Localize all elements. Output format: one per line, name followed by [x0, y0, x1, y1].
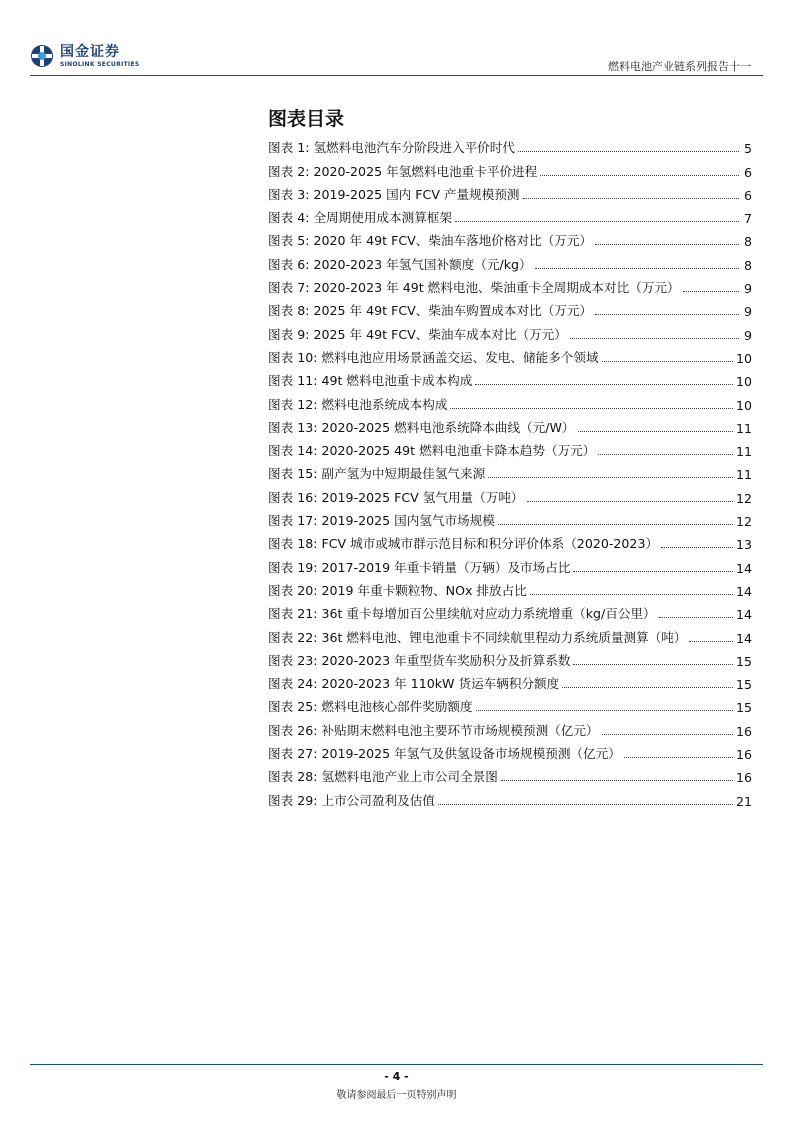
toc-item-label: 图表 27:: [268, 746, 318, 762]
toc-item-title: 2019-2025 国内 FCV 产量规模预测: [313, 186, 520, 202]
toc-item-label: 图表 28:: [268, 769, 318, 785]
toc-item[interactable]: [268, 436, 752, 459]
toc-item-page: 16: [735, 747, 752, 763]
toc-item-label: 图表 3:: [268, 186, 310, 202]
toc-item-title: 2020-2023 年氢气国补额度（元/kg）: [313, 256, 532, 272]
toc-item[interactable]: [268, 669, 752, 692]
toc-item-page: 13: [735, 537, 752, 553]
toc-item-title: 补贴期末燃料电池主要环节市场规模预测（亿元）: [321, 722, 599, 738]
toc-leader-dots: [523, 198, 739, 199]
toc-item[interactable]: [268, 413, 752, 436]
toc-item[interactable]: [268, 482, 752, 505]
toc-item[interactable]: [268, 249, 752, 272]
toc-item[interactable]: [268, 180, 752, 203]
toc-item-label: 图表 24:: [268, 676, 318, 692]
toc-item-page: 10: [735, 397, 752, 413]
toc-item-label: 图表 9:: [268, 326, 310, 342]
logo-english-name: SINOLINK SECURITIES: [60, 60, 140, 68]
toc-item-page: 10: [735, 350, 752, 366]
toc-item[interactable]: [268, 319, 752, 342]
toc-item-label: 图表 15:: [268, 466, 318, 482]
toc-item-label: 图表 12:: [268, 396, 318, 412]
toc-item-title: 2020 年 49t FCV、柴油车落地价格对比（万元）: [313, 233, 593, 249]
toc-item[interactable]: [268, 389, 752, 412]
toc-item-label: 图表 16:: [268, 489, 318, 505]
toc-item-page: 16: [735, 770, 752, 786]
logo-chinese-name: 国金证券: [60, 43, 120, 60]
toc-item-page: 21: [735, 793, 752, 809]
toc-item-page: 8: [743, 234, 752, 250]
toc-item[interactable]: [268, 622, 752, 645]
report-series-title: 燃料电池产业链系列报告十一: [608, 60, 751, 73]
toc-item-label: 图表 1:: [268, 140, 310, 156]
toc-item-label: 图表 20:: [268, 582, 318, 598]
toc-item-page: 7: [743, 211, 752, 227]
toc-item-page: 6: [743, 164, 752, 180]
toc-item[interactable]: [268, 715, 752, 738]
toc-item-page: 8: [743, 257, 752, 273]
toc-item-title: 2020-2023 年 110kW 货运车辆积分额度: [321, 676, 560, 692]
toc-leader-dots: [530, 594, 733, 595]
toc-leader-dots: [501, 780, 733, 781]
toc-item-label: 图表 23:: [268, 652, 318, 668]
disclaimer-note: 敬请参阅最后一页特别声明: [336, 1090, 457, 1101]
toc-leader-dots: [598, 454, 733, 455]
toc-leader-dots: [689, 641, 733, 642]
toc-item-label: 图表 6:: [268, 256, 310, 272]
toc-leader-dots: [540, 175, 739, 176]
toc-item-label: 图表 22:: [268, 629, 318, 645]
toc-item[interactable]: [268, 133, 752, 156]
toc-item-label: 图表 2:: [268, 163, 310, 179]
toc-heading: 图表目录: [268, 108, 345, 130]
toc-item[interactable]: [268, 343, 752, 366]
toc-leader-dots: [476, 710, 733, 711]
toc-item-label: 图表 11:: [268, 373, 318, 389]
toc-item-page: 9: [743, 304, 752, 320]
toc-leader-dots: [562, 687, 733, 688]
toc-item-label: 图表 29:: [268, 792, 318, 808]
toc-item-title: 2019 年重卡颗粒物、NOx 排放占比: [321, 582, 527, 598]
toc-item[interactable]: [268, 529, 752, 552]
toc-item[interactable]: [268, 226, 752, 249]
toc-item[interactable]: [268, 366, 752, 389]
toc-item-label: 图表 18:: [268, 536, 318, 552]
toc-item-label: 图表 25:: [268, 699, 318, 715]
toc-item-title: 36t 重卡每增加百公里续航对应动力系统增重（kg/百公里）: [321, 606, 656, 622]
toc-item-page: 15: [735, 700, 752, 716]
toc-leader-dots: [624, 757, 733, 758]
toc-item-title: 2020-2025 49t 燃料电池重卡降本趋势（万元）: [321, 443, 596, 459]
toc-item-page: 12: [735, 490, 752, 506]
toc-leader-dots: [518, 151, 739, 152]
toc-item-title: 全周期使用成本测算框架: [313, 210, 452, 226]
toc-item-title: 燃料电池应用场景涵盖交运、发电、储能多个领域: [321, 349, 599, 365]
toc-item-page: 14: [735, 560, 752, 576]
toc-item-page: 14: [735, 607, 752, 623]
toc-item-label: 图表 17:: [268, 513, 318, 529]
toc-item[interactable]: [268, 506, 752, 529]
toc-item-title: 36t 燃料电池、锂电池重卡不同续航里程动力系统质量测算（吨）: [321, 629, 687, 645]
toc-item-title: 燃料电池系统成本构成: [321, 396, 448, 412]
toc-item-label: 图表 26:: [268, 722, 318, 738]
toc-item-label: 图表 13:: [268, 419, 318, 435]
toc-leader-dots: [573, 664, 733, 665]
toc-item-label: 图表 4:: [268, 210, 310, 226]
page-number: - 4 -: [384, 1070, 409, 1083]
toc-leader-dots: [488, 477, 733, 478]
toc-item-label: 图表 5:: [268, 233, 310, 249]
toc-item[interactable]: [268, 203, 752, 226]
toc-item-title: 氢燃料电池产业上市公司全景图: [321, 769, 498, 785]
toc-item-title: FCV 城市或城市群示范目标和积分评价体系（2020-2023）: [321, 536, 659, 552]
toc-item[interactable]: [268, 552, 752, 575]
toc-item-title: 上市公司盈利及估值: [321, 792, 435, 808]
toc-item-page: 5: [743, 141, 752, 157]
toc-leader-dots: [595, 244, 739, 245]
footer-divider: [30, 1064, 763, 1065]
toc-item-label: 图表 14:: [268, 443, 318, 459]
toc-item[interactable]: [268, 459, 752, 482]
toc-item[interactable]: [268, 739, 752, 762]
toc-item-title: 副产氢为中短期最佳氢气来源: [321, 466, 486, 482]
toc-leader-dots: [535, 268, 739, 269]
toc-item-page: 9: [743, 327, 752, 343]
toc-item-page: 11: [735, 420, 752, 436]
toc-item[interactable]: [268, 273, 752, 296]
toc-item-title: 2020-2025 年氢燃料电池重卡平价进程: [313, 163, 538, 179]
toc-item-title: 2019-2025 国内氢气市场规模: [321, 513, 495, 529]
toc-item[interactable]: [268, 576, 752, 599]
toc-leader-dots: [661, 547, 733, 548]
toc-item-page: 9: [743, 281, 752, 297]
toc-item-title: 2019-2025 年氢气及供氢设备市场规模预测（亿元）: [321, 746, 621, 762]
toc-item-label: 图表 8:: [268, 303, 310, 319]
toc-leader-dots: [602, 361, 733, 362]
toc-leader-dots: [573, 571, 733, 572]
toc-item-page: 14: [735, 583, 752, 599]
toc-item-title: 2019-2025 FCV 氢气用量（万吨）: [321, 489, 524, 505]
toc-item-page: 11: [735, 467, 752, 483]
toc-item-page: 12: [735, 514, 752, 530]
toc-leader-dots: [438, 804, 733, 805]
toc-leader-dots: [683, 291, 739, 292]
toc-item-label: 图表 10:: [268, 349, 318, 365]
toc-leader-dots: [578, 431, 733, 432]
toc-item-page: 14: [735, 630, 752, 646]
toc-leader-dots: [498, 524, 733, 525]
toc-leader-dots: [450, 408, 733, 409]
toc-leader-dots: [527, 501, 733, 502]
toc-leader-dots: [659, 617, 733, 618]
toc-item-title: 燃料电池核心部件奖励额度: [321, 699, 473, 715]
toc-item-title: 2020-2023 年 49t 燃料电池、柴油重卡全周期成本对比（万元）: [313, 280, 680, 296]
toc-item-label: 图表 19:: [268, 559, 318, 575]
company-logo: [30, 44, 139, 68]
toc-item-page: 6: [743, 187, 752, 203]
toc-item-page: 16: [735, 723, 752, 739]
toc-item-page: 10: [735, 374, 752, 390]
sinolink-logo-icon: [30, 44, 54, 68]
header-divider: [30, 75, 763, 76]
toc-item[interactable]: [268, 785, 752, 808]
toc-item[interactable]: [268, 692, 752, 715]
toc-leader-dots: [475, 384, 733, 385]
toc-item-label: 图表 21:: [268, 606, 318, 622]
toc-item-title: 2025 年 49t FCV、柴油车成本对比（万元）: [313, 326, 567, 342]
toc-item-page: 15: [735, 677, 752, 693]
toc-leader-dots: [602, 734, 733, 735]
toc-item[interactable]: [268, 296, 752, 319]
toc-item-title: 49t 燃料电池重卡成本构成: [321, 373, 473, 389]
toc-item-page: 11: [735, 444, 752, 460]
toc-item-page: 15: [735, 653, 752, 669]
toc-item-label: 图表 7:: [268, 280, 310, 296]
toc-item[interactable]: [268, 156, 752, 179]
toc-item[interactable]: [268, 762, 752, 785]
toc-list: [268, 133, 752, 809]
toc-item-title: 2017-2019 年重卡销量（万辆）及市场占比: [321, 559, 571, 575]
toc-leader-dots: [455, 221, 739, 222]
toc-item-title: 2020-2023 年重型货车奖励积分及折算系数: [321, 652, 571, 668]
toc-leader-dots: [570, 338, 739, 339]
toc-leader-dots: [595, 314, 739, 315]
toc-item[interactable]: [268, 599, 752, 622]
toc-item-title: 2020-2025 燃料电池系统降本曲线（元/W）: [321, 419, 575, 435]
toc-item-title: 2025 年 49t FCV、柴油车购置成本对比（万元）: [313, 303, 593, 319]
toc-item-title: 氢燃料电池汽车分阶段进入平价时代: [313, 140, 515, 156]
toc-item[interactable]: [268, 646, 752, 669]
